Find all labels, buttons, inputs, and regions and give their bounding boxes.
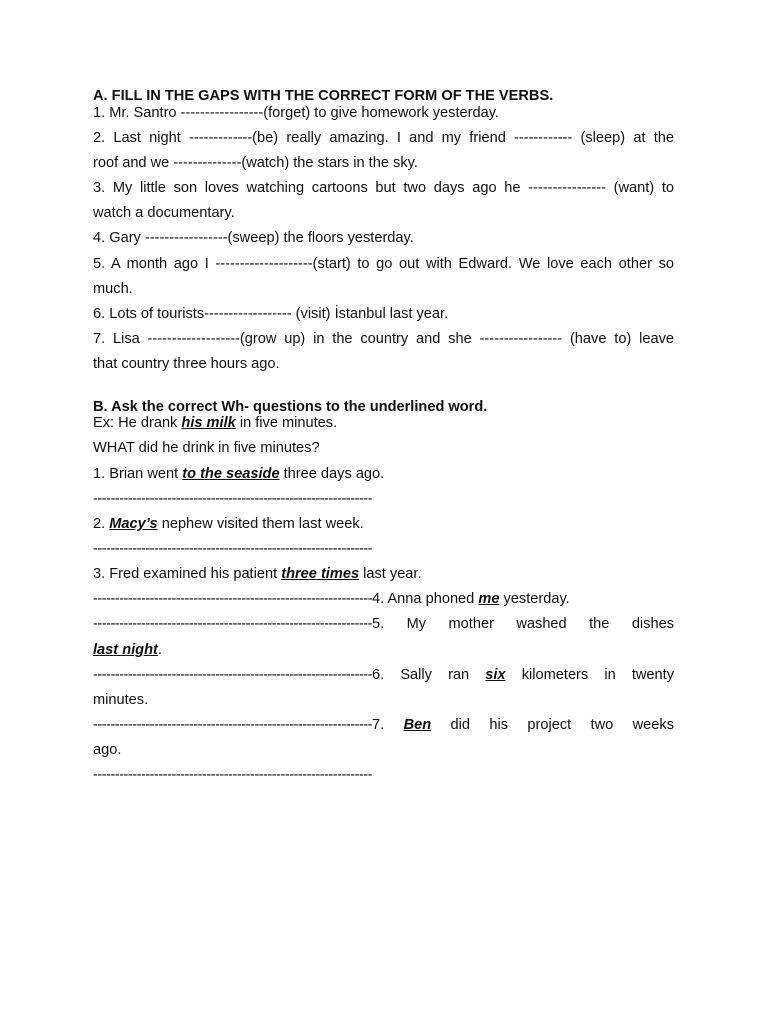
item-2-underlined: Macy’s <box>109 516 158 532</box>
section-a-item-3-line-1: 3. My little son loves watching cartoons but two days ago he ---------------- (want) to <box>93 180 674 196</box>
section-a-item-6: 6. Lots of tourists------------------ (visit) İstanbul last year. <box>93 306 449 322</box>
answer-line-3: ---------------------------------------------------------------- <box>93 591 373 607</box>
section-a-title: A. FILL IN THE GAPS WITH THE CORRECT FORM OF THE VERBS. <box>93 88 554 104</box>
item-7-post: did his project two weeks <box>431 717 674 733</box>
item-4-underlined: me <box>478 591 500 607</box>
item-1-underlined: to the seaside <box>182 466 280 482</box>
section-b-example <box>93 414 674 432</box>
item-6-underlined: six <box>485 667 506 683</box>
answer-line-1: ---------------------------------------------------------------- <box>93 491 373 507</box>
section-a-item-3-line-2: watch a documentary. <box>93 205 235 221</box>
section-a-item-4: 4. Gary -----------------(sweep) the floors yesterday. <box>93 230 414 246</box>
section-b-item-5-row <box>93 615 674 633</box>
item-2-pre: 2. <box>93 516 110 532</box>
item-6-pre: 6. Sally ran <box>372 667 486 683</box>
section-a-item-5-line-2: much. <box>93 281 133 297</box>
item-5-pre: 5. My mother washed the dishes <box>372 616 674 632</box>
item-7-pre: 7. <box>372 717 404 733</box>
section-b-item-1 <box>93 465 674 483</box>
item-2-post: nephew visited them last week. <box>157 516 364 532</box>
section-a-item-5-line-1: 5. A month ago I --------------------(start) to go out with Edward. We love each other so <box>93 256 674 272</box>
section-b-example-answer: WHAT did he drink in five minutes? <box>93 440 320 456</box>
answer-line-7: ---------------------------------------------------------------- <box>93 767 373 783</box>
section-b-item-6-cont: minutes. <box>93 692 149 708</box>
item-4-pre: 4. Anna phoned <box>372 591 479 607</box>
answer-line-6: ---------------------------------------------------------------- <box>93 717 373 733</box>
item-4-post: yesterday. <box>499 591 570 607</box>
section-b-item-5-cont <box>93 641 674 659</box>
section-b-item-6-row <box>93 666 674 684</box>
section-a-item-1: 1. Mr. Santro -----------------(forget) to give homework yesterday. <box>93 105 499 121</box>
item-7-underlined: Ben <box>403 717 432 733</box>
section-b-title: B. Ask the correct Wh- questions to the underlined word. <box>93 399 488 415</box>
item-5-underlined: last night <box>93 642 158 658</box>
section-b-item-2 <box>93 515 674 533</box>
answer-line-5: ---------------------------------------------------------------- <box>93 667 373 683</box>
item-3-post: last year. <box>359 566 422 582</box>
item-6-post: kilometers in twenty <box>505 667 674 683</box>
item-1-post: three days ago. <box>279 466 385 482</box>
section-b-item-7-cont: ago. <box>93 742 122 758</box>
section-b-item-4-row <box>93 590 674 608</box>
item-3-underlined: three times <box>281 566 360 582</box>
section-a-item-7-line-2: that country three hours ago. <box>93 356 280 372</box>
example-underlined: his milk <box>181 415 236 431</box>
section-a-item-2-line-2: roof and we --------------(watch) the stars in the sky. <box>93 155 418 171</box>
answer-line-2: ---------------------------------------------------------------- <box>93 541 373 557</box>
section-a-item-2-line-1: 2. Last night -------------(be) really amazing. I and my friend ------------ (sleep) at the <box>93 130 674 146</box>
section-b-item-3 <box>93 565 674 583</box>
example-pre: Ex: He drank <box>93 415 182 431</box>
section-b-item-7-row <box>93 716 674 734</box>
answer-line-4: ---------------------------------------------------------------- <box>93 616 373 632</box>
item-1-pre: 1. Brian went <box>93 466 183 482</box>
item-5-post: . <box>157 642 162 658</box>
example-post: in five minutes. <box>235 415 338 431</box>
item-3-pre: 3. Fred examined his patient <box>93 566 282 582</box>
section-a-item-7-line-1: 7. Lisa -------------------(grow up) in the country and she ----------------- (have to) leave <box>93 331 674 347</box>
